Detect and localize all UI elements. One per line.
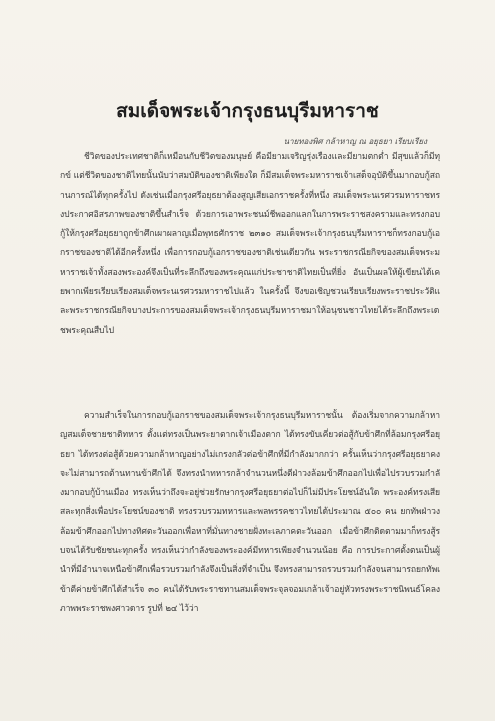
- paragraph-text: ชีวิตของประเทศชาติก็เหมือนกับชีวิตของมนุษย์ คือมียามเจริญรุ่งเรืองและมียามตกต่ำ มีสุขแล้วก็มีทุกข์ แต่ชีวิตของชาติไทยนั้นนับว่าสมบัติของชาติเพียงใด ก็มีสมเด็จพระมหาราชเจ้าเสด็จอุบัติขึ้นมากอบกู้สถานการณ์ได้ทุกครั้งไป ดังเช่นเมื่อกรุงศรีอยุธยาต้องสูญเสียเอกราชครั้งที่หนึ่ง สมเด็จพระนเรศวรมหาราชทรงประกาศอิสรภาพของชาติขึ้นสำเร็จ ด้วยการเอาพระชนม์ชีพออกแลกในการพระราชสงครามและทรงกอบกู้ให้กรุงศรีอยุธยาถูกข้าศึกเผาผลาญเมื่อพุทธศักราช ๒๓๑๐ สมเด็จพระเจ้ากรุงธนบุรีมหาราชก็ทรงกอบกู้เอกราชของชาติได้อีกครั้งหนึ่ง เพื่อการกอบกู้เอกราชของชาติเช่นเดียวกัน พระราชกรณียกิจของสมเด็จพระมหาราชเจ้าทั้งสองพระองค์จึงเป็นที่ระลึกถึงของพระคุณแก่ประชาชาติไทยเป็นที่ยิ่ง อันเป็นผลให้ผู้เขียนได้เคยพากเพียรเรียบเรียงสมเด็จพระนเรศวรมหาราชไปแล้ว ในครั้งนี้ จึงขอเชิญชวนเรียบเรียงพระราชประวัติและพระราชกรณียกิจบางประการของสมเด็จพระเจ้ากรุงธนบุรีมหาราชมาให้อนุชนชาวไทยได้ระลึกถึงพระเดชพระคุณสืบไป: [60, 152, 440, 336]
- author-byline: นายทองพิศ กล้าหาญ ณ อยุธยา เรียบเรียง: [283, 137, 427, 146]
- document-title: สมเด็จพระเจ้ากรุงธนบุรีมหาราช: [116, 100, 379, 122]
- paragraph-2: [60, 407, 440, 619]
- paragraph-1: [60, 148, 440, 341]
- paragraph-text: ความสำเร็จในการกอบกู้เอกราชของสมเด็จพระเจ้ากรุงธนบุรีมหาราชนั้น ต้องเริ่มจากความกล้าหาญสมเด็จชายชาติทหาร ตั้งแต่ทรงเป็นพระยาตากเจ้าเมืองตาก ได้ทรงขับเคี่ยวต่อสู้กับข้าศึกที่ล้อมกรุงศรีอยุธยา ได้ทรงต่อสู้ด้วยความกล้าหาญอย่างไม่เกรงกลัวต่อข้าศึกที่มีกำลังมากกว่า ครั้นเห็นว่ากรุงศรีอยุธยาคงจะไม่สามารถต้านทานข้าศึกได้ จึงทรงนำทหารกล้าจำนวนหนึ่งตีฝ่าวงล้อมข้าศึกออกไปเพื่อไปรวบรวมกำลังมากอบกู้บ้านเมือง ทรงเห็นว่าถึงจะอยู่ช่วยรักษากรุงศรีอยุธยาต่อไปก็ไม่มีประโยชน์อันใด พระองค์ทรงเสียสละทุกสิ่งเพื่อประโยชน์ของชาติ ทรงรวบรวมทหารและพลพรรคชาวไทยได้ประมาณ ๕๐๐ คน ยกทัพฝ่าวงล้อมข้าศึกออกไปทางทิศตะวันออกเพื่อหาที่มั่นทางชายฝั่งทะเลภาคตะวันออก เมื่อข้าศึกติดตามมาก็ทรงสู้รบจนได้รับชัยชนะทุกครั้ง ทรงเห็นว่ากำลังของพระองค์มีทหารเพียงจำนวนน้อย คือ การประกาศตั้งตนเป็นผู้นำที่มีอำนาจเหนือข้าศึกเพื่อรวบรวมกำลังจึงเป็นสิ่งที่จำเป็น จึงทรงสามารถรวบรวมกำลังจนสามารถยกทัพเข้าตีค่ายข้าศึกได้สำเร็จ ๓๐ คนได้รับพระราชทานสมเด็จพระจุลจอมเกล้าเจ้าอยู่หัวทรงพระราชนิพนธ์โคลงภาพพระราชพงศาวดาร รูปที่ ๒๔ ไว้ว่า: [60, 411, 440, 614]
